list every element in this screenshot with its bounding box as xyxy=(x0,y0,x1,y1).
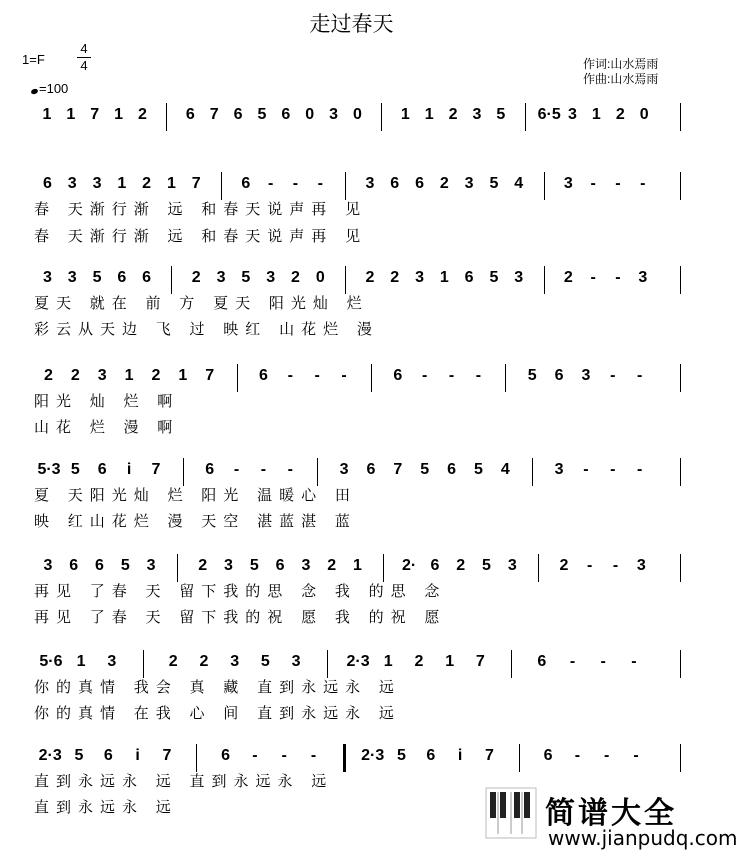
barline xyxy=(143,650,144,678)
note-numeral: - xyxy=(252,747,258,764)
barline xyxy=(345,266,346,294)
note-numeral: 3 xyxy=(67,269,77,286)
note-numeral: 2 xyxy=(365,269,375,286)
note-numeral: - xyxy=(448,367,455,384)
note-numeral: - xyxy=(287,367,293,384)
note-numeral: 5 xyxy=(489,175,499,192)
note-numeral: - xyxy=(310,747,317,764)
note-numeral: 6 xyxy=(221,747,231,764)
note-numeral: 1 xyxy=(439,269,449,286)
note-numeral: - xyxy=(640,175,646,192)
barline xyxy=(171,266,172,294)
note-numeral: - xyxy=(268,175,274,192)
note-numeral: - xyxy=(604,747,610,764)
note-numeral: 1 xyxy=(400,106,410,123)
composer-credit: 作曲:山水焉雨 xyxy=(583,72,659,86)
note-numeral: 3 xyxy=(568,106,577,123)
note-numeral: 6 xyxy=(42,175,52,192)
note-numeral: 6 xyxy=(233,106,243,123)
note-numeral: 6 xyxy=(275,557,285,574)
barline xyxy=(166,103,167,131)
note-numeral: - xyxy=(281,747,287,764)
note-numeral: 1 xyxy=(445,653,455,670)
note-numeral: 4 xyxy=(514,175,524,192)
lyric-line: 山花 烂 漫 啊 xyxy=(34,418,180,436)
note-numeral: 3 xyxy=(224,557,233,574)
note-numeral: 1 xyxy=(76,653,86,670)
end-barline xyxy=(680,172,681,200)
note-numeral: 3 xyxy=(43,557,53,574)
barline xyxy=(371,364,372,392)
note-numeral: 2·3 xyxy=(361,747,385,764)
note-numeral: 6 xyxy=(426,747,436,764)
note-numeral: - xyxy=(631,653,637,670)
note-numeral: 5 xyxy=(70,461,80,478)
note-numeral: - xyxy=(633,747,639,764)
note-numeral: i xyxy=(126,461,132,478)
note-numeral: 6 xyxy=(464,269,474,286)
barline xyxy=(383,554,384,582)
note-numeral: 1 xyxy=(117,175,127,192)
note-numeral: 3 xyxy=(67,175,77,192)
note-numeral: 7 xyxy=(205,367,215,384)
tempo-value: =100 xyxy=(39,81,69,96)
note-numeral: 5 xyxy=(241,269,251,286)
note-numeral: 2 xyxy=(142,175,152,192)
note-numeral: - xyxy=(569,653,576,670)
barline xyxy=(196,744,197,772)
note-numeral: 5 xyxy=(257,106,267,123)
note-numeral: 6 xyxy=(281,106,291,123)
lyric-line: 你的真情 我会 真 藏 直到永远永 远 xyxy=(34,678,401,696)
note-numeral: 0 xyxy=(305,106,315,123)
note-numeral: 5 xyxy=(74,747,84,764)
barline xyxy=(544,172,545,200)
note-numeral: 7 xyxy=(90,106,100,123)
lyric-line: 你的真情 在我 心 间 直到永远永 远 xyxy=(34,704,401,722)
lyric-line: 夏 天阳光灿 烂 阳光 温暖心 田 xyxy=(34,486,357,504)
note-numeral: 1 xyxy=(591,106,601,123)
note-numeral: 6 xyxy=(393,367,403,384)
note-numeral: - xyxy=(574,747,581,764)
time-signature-top: 4 xyxy=(80,41,88,56)
note-numeral: 1 xyxy=(383,653,393,670)
note-numeral: 3 xyxy=(42,269,52,286)
note-numeral: - xyxy=(317,175,323,192)
barline xyxy=(505,364,506,392)
note-numeral: 3 xyxy=(554,461,564,478)
note-numeral: 2 xyxy=(70,367,80,384)
note-numeral: 0 xyxy=(639,106,649,123)
note-numeral: 5 xyxy=(473,461,483,478)
lyric-line: 春 天渐行渐 远 和春天说声再 见 xyxy=(34,200,368,218)
note-numeral: 5·3 xyxy=(37,461,61,478)
barline xyxy=(381,103,382,131)
note-numeral: 3 xyxy=(472,106,482,123)
lyric-line: 直到永远永 远 直到永远永 远 xyxy=(34,772,334,790)
note-numeral: 3 xyxy=(514,269,524,286)
note-numeral: 1 xyxy=(66,106,76,123)
note-numeral: 3 xyxy=(216,269,226,286)
lyric-line: 映 红山花烂 漫 天空 湛蓝湛 蓝 xyxy=(34,512,357,530)
note-numeral: 2 xyxy=(168,653,178,670)
note-numeral: 2 xyxy=(559,557,569,574)
note-numeral: 3 xyxy=(291,653,301,670)
note-numeral: 3 xyxy=(92,175,102,192)
lyric-line: 再见 了春 天 留下我的祝 愿 我 的祝 愿 xyxy=(34,608,447,626)
note-numeral: 2 xyxy=(414,653,424,670)
barline xyxy=(345,172,346,200)
note-numeral: 2· xyxy=(401,557,417,574)
note-numeral: - xyxy=(587,557,593,574)
barline xyxy=(183,458,184,486)
lyric-line: 彩云从天边 飞 过 映红 山花烂 漫 xyxy=(34,320,379,338)
note-numeral: 3 xyxy=(638,269,648,286)
end-barline xyxy=(680,364,681,392)
watermark-brand: 简谱大全 xyxy=(545,796,677,831)
note-numeral: 3 xyxy=(365,175,375,192)
lyric-line: 直到永远永 远 xyxy=(34,798,178,816)
note-numeral: 3 xyxy=(266,269,276,286)
barline xyxy=(538,554,539,582)
barline xyxy=(511,650,512,678)
end-barline xyxy=(680,266,681,294)
lyric-line: 阳光 灿 烂 啊 xyxy=(34,392,180,410)
note-numeral: 5 xyxy=(92,269,102,286)
note-numeral: - xyxy=(590,175,596,192)
barline xyxy=(532,458,533,486)
note-numeral: 7 xyxy=(151,461,161,478)
note-numeral: 6·5 xyxy=(537,106,561,123)
note-numeral: 6 xyxy=(103,747,113,764)
note-numeral: 4 xyxy=(500,461,510,478)
lyricist-credit: 作词:山水焉雨 xyxy=(583,57,659,71)
repeat-barline xyxy=(343,744,346,772)
piano-logo-icon xyxy=(484,786,538,840)
note-numeral: 7 xyxy=(475,653,485,670)
note-numeral: 2 xyxy=(198,557,208,574)
note-numeral: 6 xyxy=(95,557,104,574)
barline xyxy=(237,364,238,392)
note-numeral: 2 xyxy=(456,557,466,574)
note-numeral: 7 xyxy=(393,461,403,478)
note-numeral: 1 xyxy=(424,106,434,123)
barline xyxy=(525,103,526,131)
end-barline xyxy=(680,554,681,582)
note-numeral: 3 xyxy=(636,557,646,574)
note-numeral: 6 xyxy=(537,653,547,670)
note-numeral: - xyxy=(612,557,619,574)
note-numeral: 2 xyxy=(199,653,209,670)
end-barline xyxy=(680,458,681,486)
lyric-line: 春 天渐行渐 远 和春天说声再 见 xyxy=(34,227,368,245)
note-numeral: i xyxy=(135,747,140,764)
end-barline xyxy=(680,650,681,678)
note-numeral: 6 xyxy=(69,557,79,574)
note-numeral: 1 xyxy=(114,106,124,123)
note-numeral: 7 xyxy=(209,106,219,123)
end-barline xyxy=(680,103,681,131)
barline xyxy=(544,266,545,294)
barline xyxy=(317,458,318,486)
note-numeral: - xyxy=(422,367,428,384)
note-numeral: 6 xyxy=(97,461,107,478)
note-numeral: 6 xyxy=(241,175,251,192)
note-numeral: 2 xyxy=(563,269,573,286)
note-numeral: 3 xyxy=(329,106,339,123)
note-numeral: 7 xyxy=(162,747,172,764)
barline xyxy=(327,650,328,678)
note-numeral: 6 xyxy=(543,747,553,764)
note-numeral: 2 xyxy=(191,269,201,286)
note-numeral: 2 xyxy=(43,367,53,384)
key-signature: 1=F xyxy=(22,52,45,67)
note-numeral: 5·6 xyxy=(39,653,63,670)
note-numeral: 2 xyxy=(615,106,625,123)
note-numeral: 2 xyxy=(151,367,161,384)
note-numeral: 7 xyxy=(484,747,494,764)
note-numeral: 1 xyxy=(166,175,176,192)
note-numeral: 6 xyxy=(390,175,400,192)
note-numeral: 5 xyxy=(420,461,430,478)
note-numeral: - xyxy=(314,367,320,384)
note-numeral: 2 xyxy=(439,175,449,192)
note-numeral: - xyxy=(233,461,240,478)
note-numeral: i xyxy=(457,747,463,764)
lyric-line: 再见 了春 天 留下我的思 念 我 的思 念 xyxy=(34,582,447,600)
note-numeral: 3 xyxy=(464,175,474,192)
note-numeral: 1 xyxy=(353,557,362,574)
note-numeral: 5 xyxy=(249,557,259,574)
note-numeral: - xyxy=(287,461,293,478)
note-numeral: - xyxy=(637,367,643,384)
note-numeral: 2 xyxy=(448,106,458,123)
end-barline xyxy=(680,744,681,772)
note-numeral: 0 xyxy=(353,106,362,123)
note-numeral: - xyxy=(610,367,616,384)
note-numeral: 3 xyxy=(230,653,240,670)
note-numeral: - xyxy=(583,461,589,478)
note-numeral: - xyxy=(260,461,267,478)
barline xyxy=(221,172,222,200)
note-numeral: 5 xyxy=(489,269,499,286)
note-numeral: 2·3 xyxy=(346,653,370,670)
note-numeral: 2·3 xyxy=(38,747,62,764)
song-title: 走过春天 xyxy=(309,12,394,36)
note-numeral: 6 xyxy=(554,367,564,384)
note-numeral: 5 xyxy=(120,557,130,574)
note-numeral: 6 xyxy=(142,269,152,286)
note-numeral: 5 xyxy=(496,106,506,123)
note-numeral: - xyxy=(610,461,616,478)
note-numeral: 3 xyxy=(107,653,117,670)
note-numeral: 2 xyxy=(291,269,300,286)
lyric-line: 夏天 就在 前 方 夏天 阳光灿 烂 xyxy=(34,294,369,312)
note-numeral: 5 xyxy=(482,557,491,574)
note-numeral: 1 xyxy=(42,106,52,123)
barline xyxy=(177,554,178,582)
note-numeral: 5 xyxy=(527,367,537,384)
time-signature-bottom: 4 xyxy=(80,58,88,73)
note-numeral: 3 xyxy=(507,557,517,574)
note-numeral: 6 xyxy=(447,461,457,478)
note-numeral: 7 xyxy=(191,175,201,192)
note-numeral: - xyxy=(590,269,596,286)
note-numeral: - xyxy=(292,175,299,192)
note-numeral: 3 xyxy=(97,367,107,384)
note-numeral: 6 xyxy=(430,557,440,574)
note-numeral: 3 xyxy=(301,557,311,574)
note-numeral: 6 xyxy=(205,461,215,478)
note-numeral: - xyxy=(600,653,606,670)
note-numeral: 2 xyxy=(138,106,147,123)
barline xyxy=(519,744,520,772)
note-numeral: 3 xyxy=(563,175,573,192)
note-numeral: 0 xyxy=(315,269,325,286)
note-numeral: 2 xyxy=(327,557,337,574)
note-numeral: 2 xyxy=(390,269,400,286)
watermark-url: www.jianpudq.com xyxy=(548,826,737,850)
note-numeral: 6 xyxy=(366,461,376,478)
note-numeral: 3 xyxy=(415,269,424,286)
note-numeral: 3 xyxy=(146,557,156,574)
note-numeral: - xyxy=(637,461,643,478)
note-numeral: 6 xyxy=(117,269,127,286)
note-numeral: 3 xyxy=(339,461,349,478)
note-numeral: 1 xyxy=(124,367,134,384)
note-numeral: 1 xyxy=(178,367,188,384)
note-numeral: 6 xyxy=(185,106,195,123)
note-numeral: 5 xyxy=(397,747,406,764)
note-numeral: - xyxy=(475,367,482,384)
note-numeral: 6 xyxy=(258,367,268,384)
note-numeral: - xyxy=(615,175,621,192)
note-numeral: - xyxy=(341,367,347,384)
note-numeral: 5 xyxy=(260,653,270,670)
note-numeral: 6 xyxy=(415,175,424,192)
note-numeral: 3 xyxy=(581,367,591,384)
note-numeral: - xyxy=(615,269,621,286)
